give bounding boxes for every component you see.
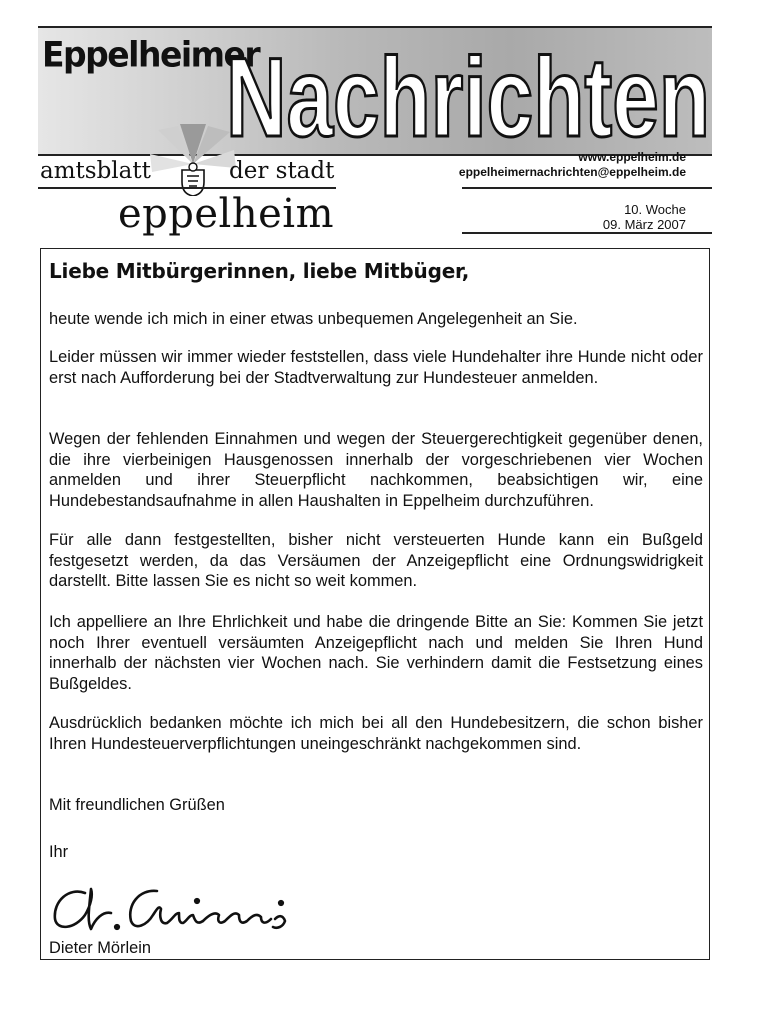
letter-closing-ihr: Ihr — [49, 843, 69, 861]
letter-salutation: Liebe Mitbürgerinnen, liebe Mitbüger, — [49, 259, 470, 283]
letter-paragraph: heute wende ich mich in einer etwas unbequemen Angelegenheit an Sie. — [49, 310, 578, 328]
masthead-kicker: Eppelheimer — [42, 34, 260, 75]
masthead-rule-right — [462, 187, 712, 189]
letter-closing: Mit freundlichen Grüßen — [49, 796, 225, 814]
masthead-contact — [459, 150, 686, 180]
masthead-subtitle-right: der stadt — [229, 158, 335, 184]
masthead-title — [224, 34, 712, 146]
masthead-issue — [603, 202, 686, 232]
masthead-week: 10. Woche — [624, 202, 686, 217]
masthead-town: eppelheim — [118, 191, 335, 237]
letter-paragraph: Leider müssen wir immer wieder feststellen, dass viele Hundehalter ihre Hunde nicht oder erst nach Aufforderung bei der Stadtverwaltung zur Hundesteuer anmelden. — [49, 348, 703, 387]
letter-signer: Dieter Mörlein — [49, 939, 152, 957]
letter-paragraph: Ich appelliere an Ihre Ehrlichkeit und habe die dringende Bitte an Sie: Kommen Sie jetzt noch Ihrer eventuell versäumten Anzeigepflicht nach und melden Sie Ihren Hund innerhalb der nächsten vier Wochen nach. Sie verhindern damit die Festsetzung eines Bußgeldes. — [49, 613, 703, 693]
masthead-email: eppelheimernachrichten@eppelheim.de — [458, 165, 686, 179]
letter-paragraph: Ausdrücklich bedanken möchte ich mich bei all den Hundebesitzern, die schon bisher Ihren Hundesteuerverpflichtungen uneingeschränkt nachgekommen sind. — [49, 714, 703, 753]
masthead-rule-left — [38, 187, 336, 189]
masthead — [38, 26, 712, 236]
city-coat-of-arms-icon — [150, 124, 236, 196]
masthead-subtitle-left: amtsblatt — [40, 158, 151, 184]
letter-box — [40, 248, 710, 960]
handwritten-signature-icon — [47, 875, 307, 939]
masthead-date: 09. März 2007 — [602, 217, 686, 232]
masthead-rule-bottom — [462, 232, 712, 234]
letter-paragraph: Wegen der fehlenden Einnahmen und wegen der Steuergerechtigkeit gegenüber denen, die ihre vierbeinigen Hausgenossen innerhalb der vorgeschriebenen vier Wochen anmelden und ihrer Steuerpflicht nachkommen, beabsichtigen wir, eine Hundebestandsaufnahme in allen Haushalten in Eppelheim durchzuführen. — [49, 430, 703, 510]
masthead-title-text: Nachrichten — [226, 35, 710, 146]
letter-paragraph: Für alle dann festgestellten, bisher nicht versteuerten Hunde kann ein Bußgeld festgesetzt werden, da das Versäumen der Anzeigepflicht eine Ordnungswidrigkeit darstellt. Bitte lassen Sie es nicht so weit kommen. — [49, 531, 703, 590]
masthead-website: www.eppelheim.de — [578, 150, 686, 164]
